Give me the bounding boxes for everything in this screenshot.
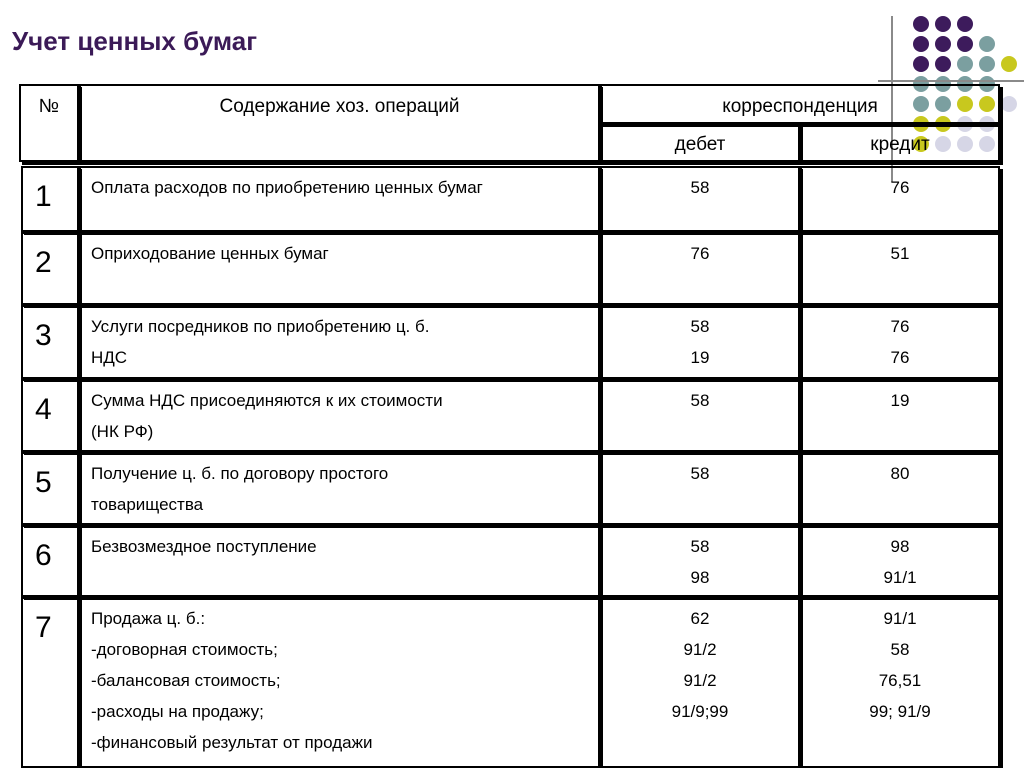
- row-description-line: -финансовый результат от продажи: [91, 733, 373, 752]
- row-description-cell: [79, 305, 600, 379]
- row-debit-cell: [600, 305, 800, 379]
- decorative-dot: [1001, 96, 1017, 112]
- row-description-line: Получение ц. б. по договору простого: [91, 464, 389, 483]
- row-description-line: -балансовая стоимость;: [91, 671, 281, 690]
- row-credit-value: 76: [890, 178, 910, 197]
- row-description-line: Услуги посредников по приобретению ц. б.: [91, 317, 430, 336]
- row-description-cell: [79, 232, 600, 305]
- row-description-line: НДС: [91, 348, 128, 367]
- page-title: Учет ценных бумаг: [12, 26, 258, 56]
- row-description-cell: [79, 379, 600, 452]
- row-debit-cell: [600, 166, 800, 232]
- row-description-line: Безвозмездное поступление: [91, 537, 317, 556]
- row-debit-value: 58: [690, 317, 710, 336]
- row-description-line: Оприходование ценных бумаг: [91, 244, 329, 263]
- row-credit-value: 51: [890, 244, 910, 263]
- row-debit-cell: [600, 525, 800, 597]
- header-credit: кредит: [870, 134, 930, 155]
- decorative-dot: [1001, 56, 1017, 72]
- row-description-cell: [79, 597, 600, 768]
- row-description-line: -договорная стоимость;: [91, 640, 278, 659]
- row-credit-value: 76: [890, 348, 910, 367]
- row-number: 2: [35, 246, 52, 279]
- row-description-line: (НК РФ): [91, 422, 154, 441]
- decorative-dot: [957, 56, 973, 72]
- header-credit-cell: [800, 124, 1000, 162]
- row-number: 1: [35, 180, 52, 213]
- header-number-cell: [19, 84, 79, 162]
- decorative-dot: [979, 36, 995, 52]
- decorative-dot: [935, 16, 951, 32]
- row-number-cell: [21, 232, 79, 305]
- row-number-cell: [21, 166, 79, 232]
- row-debit-value: 19: [690, 348, 710, 367]
- header-content-cell: [79, 84, 600, 162]
- row-credit-value: 19: [890, 391, 910, 410]
- row-number-cell: [21, 305, 79, 379]
- decorative-dot: [913, 16, 929, 32]
- row-debit-cell: [600, 379, 800, 452]
- decorative-dot: [979, 56, 995, 72]
- row-number: 4: [35, 393, 52, 426]
- header-debit: дебет: [674, 134, 726, 155]
- row-number: 3: [35, 319, 52, 352]
- decorative-dot: [957, 16, 973, 32]
- row-description-line: товарищества: [91, 495, 204, 514]
- row-description-line: -расходы на продажу;: [91, 702, 264, 721]
- row-number-cell: [21, 379, 79, 452]
- row-credit-cell: [800, 166, 1000, 232]
- row-credit-value: 76,51: [878, 671, 922, 690]
- row-description-cell: [79, 166, 600, 232]
- row-credit-value: 76: [890, 317, 910, 336]
- header-content: Содержание хоз. операций: [219, 96, 460, 117]
- row-credit-cell: [800, 305, 1000, 379]
- row-debit-value: 58: [690, 464, 710, 483]
- decorative-dot: [913, 56, 929, 72]
- row-credit-cell: [800, 379, 1000, 452]
- decorative-dot: [913, 36, 929, 52]
- row-credit-value: 98: [890, 537, 910, 556]
- header-correspondence: корреспонденция: [722, 96, 878, 117]
- row-credit-cell: [800, 452, 1000, 525]
- row-credit-cell: [800, 597, 1000, 768]
- row-debit-value: 58: [690, 391, 710, 410]
- row-debit-value: 91/2: [683, 671, 717, 690]
- row-number: 6: [35, 539, 52, 572]
- row-number-cell: [21, 525, 79, 597]
- row-number-cell: [21, 597, 79, 768]
- row-debit-value: 91/2: [683, 640, 717, 659]
- row-description-cell: [79, 452, 600, 525]
- header-debit-cell: [600, 124, 800, 162]
- row-debit-value: 98: [690, 568, 710, 587]
- row-credit-value: 58: [890, 640, 910, 659]
- row-credit-value: 99; 91/9: [869, 702, 931, 721]
- row-number: 5: [35, 466, 52, 499]
- row-description-line: Оплата расходов по приобретению ценных бумаг: [91, 178, 483, 197]
- row-description-line: Продажа ц. б.:: [91, 609, 206, 628]
- row-credit-value: 91/1: [883, 568, 917, 587]
- decorative-dot: [957, 36, 973, 52]
- row-credit-value: 80: [890, 464, 910, 483]
- row-credit-value: 91/1: [883, 609, 917, 628]
- decorative-dot: [935, 56, 951, 72]
- row-debit-value: 76: [690, 244, 710, 263]
- row-debit-value: 62: [690, 609, 710, 628]
- header-number: №: [38, 96, 60, 117]
- decorative-horizontal-line: [878, 80, 1024, 82]
- header-correspondence-cell: [600, 84, 1000, 124]
- row-number: 7: [35, 611, 52, 644]
- row-debit-cell: [600, 452, 800, 525]
- row-description-line: Сумма НДС присоединяются к их стоимости: [91, 391, 443, 410]
- row-credit-cell: [800, 232, 1000, 305]
- row-description-cell: [79, 525, 600, 597]
- row-debit-value: 91/9;99: [671, 702, 729, 721]
- row-debit-cell: [600, 232, 800, 305]
- row-number-cell: [21, 452, 79, 525]
- row-debit-value: 58: [690, 537, 710, 556]
- row-credit-cell: [800, 525, 1000, 597]
- row-debit-value: 58: [690, 178, 710, 197]
- row-debit-cell: [600, 597, 800, 768]
- decorative-dot: [935, 36, 951, 52]
